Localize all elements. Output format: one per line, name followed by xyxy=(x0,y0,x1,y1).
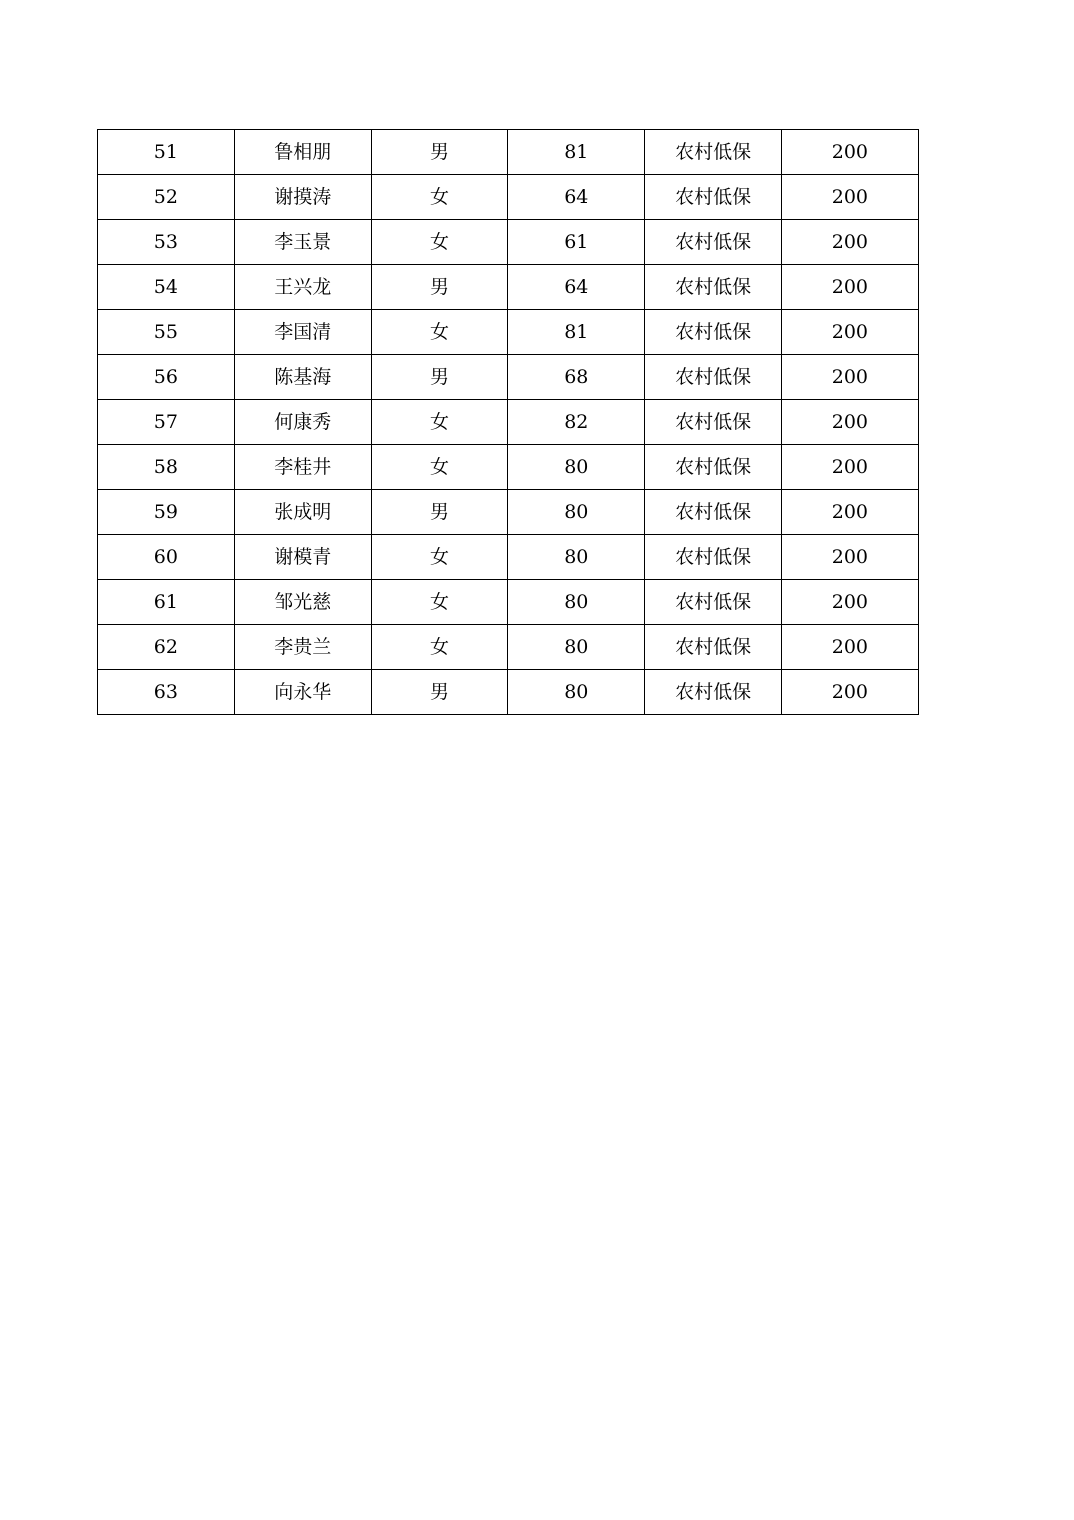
gender-cell: 男 xyxy=(371,490,508,535)
serial-number-cell: 56 xyxy=(98,355,235,400)
amount-cell: 200 xyxy=(781,400,918,445)
serial-number-cell: 55 xyxy=(98,310,235,355)
table-row xyxy=(98,625,919,670)
amount-cell: 200 xyxy=(781,490,918,535)
age-cell: 80 xyxy=(508,445,645,490)
age-cell: 80 xyxy=(508,535,645,580)
amount-cell: 200 xyxy=(781,220,918,265)
roster-table-body xyxy=(98,130,919,715)
age-cell: 80 xyxy=(508,625,645,670)
amount-cell: 200 xyxy=(781,625,918,670)
table-row xyxy=(98,355,919,400)
assistance-type-cell: 农村低保 xyxy=(645,580,782,625)
name-cell: 陈基海 xyxy=(234,355,371,400)
gender-cell: 女 xyxy=(371,310,508,355)
serial-number-cell: 60 xyxy=(98,535,235,580)
name-cell: 谢摸涛 xyxy=(234,175,371,220)
name-cell: 谢模青 xyxy=(234,535,371,580)
amount-cell: 200 xyxy=(781,535,918,580)
assistance-type-cell: 农村低保 xyxy=(645,310,782,355)
gender-cell: 女 xyxy=(371,445,508,490)
amount-cell: 200 xyxy=(781,580,918,625)
assistance-type-cell: 农村低保 xyxy=(645,670,782,715)
serial-number-cell: 57 xyxy=(98,400,235,445)
table-row xyxy=(98,265,919,310)
table-row xyxy=(98,175,919,220)
name-cell: 邹光慈 xyxy=(234,580,371,625)
gender-cell: 男 xyxy=(371,265,508,310)
assistance-type-cell: 农村低保 xyxy=(645,535,782,580)
gender-cell: 女 xyxy=(371,400,508,445)
age-cell: 64 xyxy=(508,175,645,220)
amount-cell: 200 xyxy=(781,130,918,175)
gender-cell: 女 xyxy=(371,220,508,265)
table-row xyxy=(98,130,919,175)
roster-table xyxy=(97,129,919,715)
table-row xyxy=(98,490,919,535)
assistance-type-cell: 农村低保 xyxy=(645,400,782,445)
age-cell: 82 xyxy=(508,400,645,445)
name-cell: 何康秀 xyxy=(234,400,371,445)
serial-number-cell: 51 xyxy=(98,130,235,175)
name-cell: 张成明 xyxy=(234,490,371,535)
amount-cell: 200 xyxy=(781,355,918,400)
age-cell: 68 xyxy=(508,355,645,400)
serial-number-cell: 61 xyxy=(98,580,235,625)
table-row xyxy=(98,670,919,715)
assistance-type-cell: 农村低保 xyxy=(645,175,782,220)
document-page xyxy=(97,129,918,715)
amount-cell: 200 xyxy=(781,445,918,490)
table-row xyxy=(98,400,919,445)
assistance-type-cell: 农村低保 xyxy=(645,445,782,490)
age-cell: 80 xyxy=(508,490,645,535)
table-row xyxy=(98,220,919,265)
name-cell: 李国清 xyxy=(234,310,371,355)
serial-number-cell: 62 xyxy=(98,625,235,670)
assistance-type-cell: 农村低保 xyxy=(645,625,782,670)
amount-cell: 200 xyxy=(781,670,918,715)
name-cell: 向永华 xyxy=(234,670,371,715)
age-cell: 81 xyxy=(508,130,645,175)
gender-cell: 男 xyxy=(371,670,508,715)
age-cell: 61 xyxy=(508,220,645,265)
name-cell: 鲁相朋 xyxy=(234,130,371,175)
serial-number-cell: 52 xyxy=(98,175,235,220)
name-cell: 王兴龙 xyxy=(234,265,371,310)
amount-cell: 200 xyxy=(781,175,918,220)
amount-cell: 200 xyxy=(781,265,918,310)
serial-number-cell: 58 xyxy=(98,445,235,490)
age-cell: 80 xyxy=(508,670,645,715)
gender-cell: 女 xyxy=(371,535,508,580)
name-cell: 李玉景 xyxy=(234,220,371,265)
age-cell: 64 xyxy=(508,265,645,310)
table-row xyxy=(98,580,919,625)
serial-number-cell: 53 xyxy=(98,220,235,265)
assistance-type-cell: 农村低保 xyxy=(645,130,782,175)
serial-number-cell: 59 xyxy=(98,490,235,535)
age-cell: 81 xyxy=(508,310,645,355)
gender-cell: 女 xyxy=(371,580,508,625)
serial-number-cell: 63 xyxy=(98,670,235,715)
assistance-type-cell: 农村低保 xyxy=(645,265,782,310)
gender-cell: 男 xyxy=(371,130,508,175)
assistance-type-cell: 农村低保 xyxy=(645,490,782,535)
table-row xyxy=(98,310,919,355)
table-row xyxy=(98,445,919,490)
gender-cell: 男 xyxy=(371,355,508,400)
serial-number-cell: 54 xyxy=(98,265,235,310)
gender-cell: 女 xyxy=(371,175,508,220)
gender-cell: 女 xyxy=(371,625,508,670)
assistance-type-cell: 农村低保 xyxy=(645,355,782,400)
name-cell: 李贵兰 xyxy=(234,625,371,670)
assistance-type-cell: 农村低保 xyxy=(645,220,782,265)
amount-cell: 200 xyxy=(781,310,918,355)
age-cell: 80 xyxy=(508,580,645,625)
name-cell: 李桂井 xyxy=(234,445,371,490)
table-row xyxy=(98,535,919,580)
